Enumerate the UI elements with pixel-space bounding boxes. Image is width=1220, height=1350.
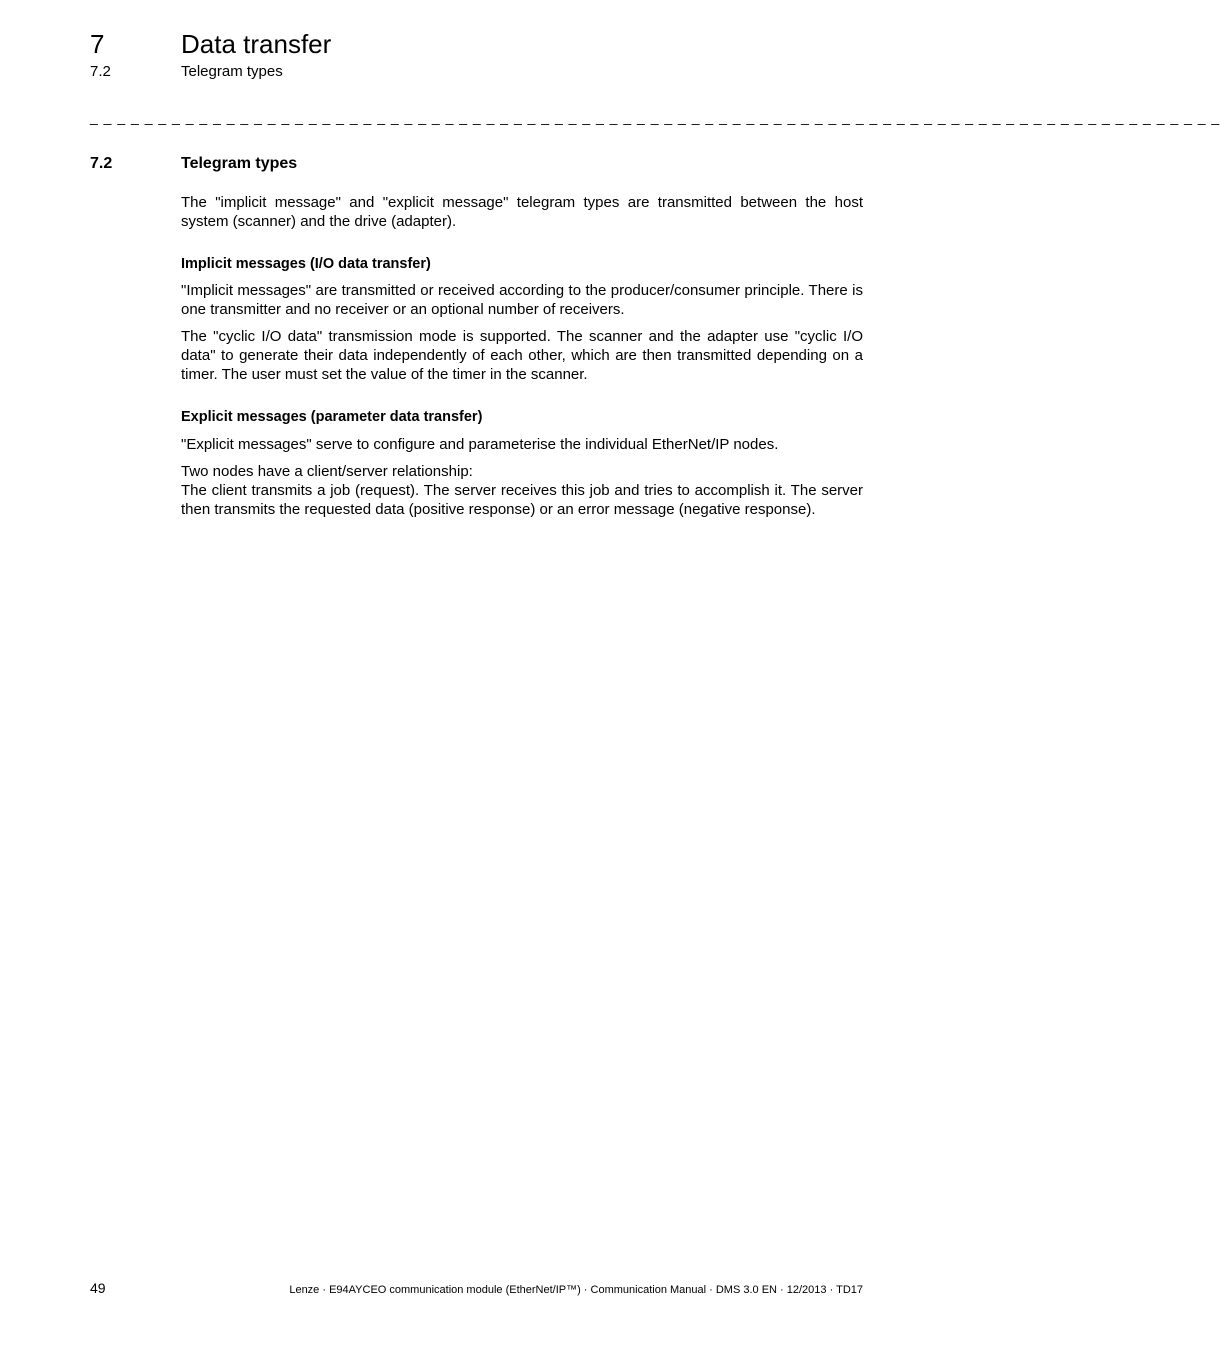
footer-text: Lenze · E94AYCEO communication module (EtherNet/IP™) · Communication Manual · DMS 3.0 EN · 12/2013 · TD17: [289, 1284, 863, 1296]
explicit-paragraph-2-line-2: The client transmits a job (request). The server receives this job and tries to accomplish it. The server then transmits the requested data (positive response) or an error message (negative response).: [181, 482, 863, 518]
explicit-paragraph-2-line-1: Two nodes have a client/server relationship:: [181, 463, 473, 480]
page-number: 49: [90, 1280, 106, 1296]
header-section-title: Telegram types: [181, 63, 283, 80]
section-heading: Telegram types: [181, 155, 298, 172]
header-dashed-rule: _ _ _ _ _ _ _ _ _ _ _ _ _ _ _ _ _ _ _ _ _ _ _ _ _ _ _ _ _ _ _ _ _ _ _ _ _ _ _ _ _ _ _ _ _ _ _ _ _ _ _ _ _ _ _ _ _ _ _ _ _ _ _ _ _ _ _ _ _ _ _ _ _ _ _ _ _ _ _ _ _ _ _: [90, 109, 1220, 125]
header-section-number: 7.2: [90, 63, 111, 80]
implicit-paragraph-1: "Implicit messages" are transmitted or received according to the producer/consumer principle. There is one transmitter and no receiver or an optional number of receivers.: [181, 282, 863, 318]
explicit-paragraph-1: "Explicit messages" serve to configure and parameterise the individual EtherNet/IP nodes.: [181, 436, 779, 453]
chapter-title: Data transfer: [181, 29, 332, 59]
implicit-messages-heading: Implicit messages (I/O data transfer): [181, 256, 431, 272]
intro-paragraph: The "implicit message" and "explicit message" telegram types are transmitted between the host system (scanner) and the drive (adapter).: [181, 194, 863, 230]
chapter-number: 7: [90, 29, 105, 59]
section-number: 7.2: [90, 155, 113, 172]
explicit-messages-heading: Explicit messages (parameter data transfer): [181, 409, 483, 425]
implicit-paragraph-2: The "cyclic I/O data" transmission mode is supported. The scanner and the adapter use "cyclic I/O data" to generate their data independently of each other, which are then transmitted depending on a timer. The user must set the value of the timer in the scanner.: [181, 328, 863, 383]
